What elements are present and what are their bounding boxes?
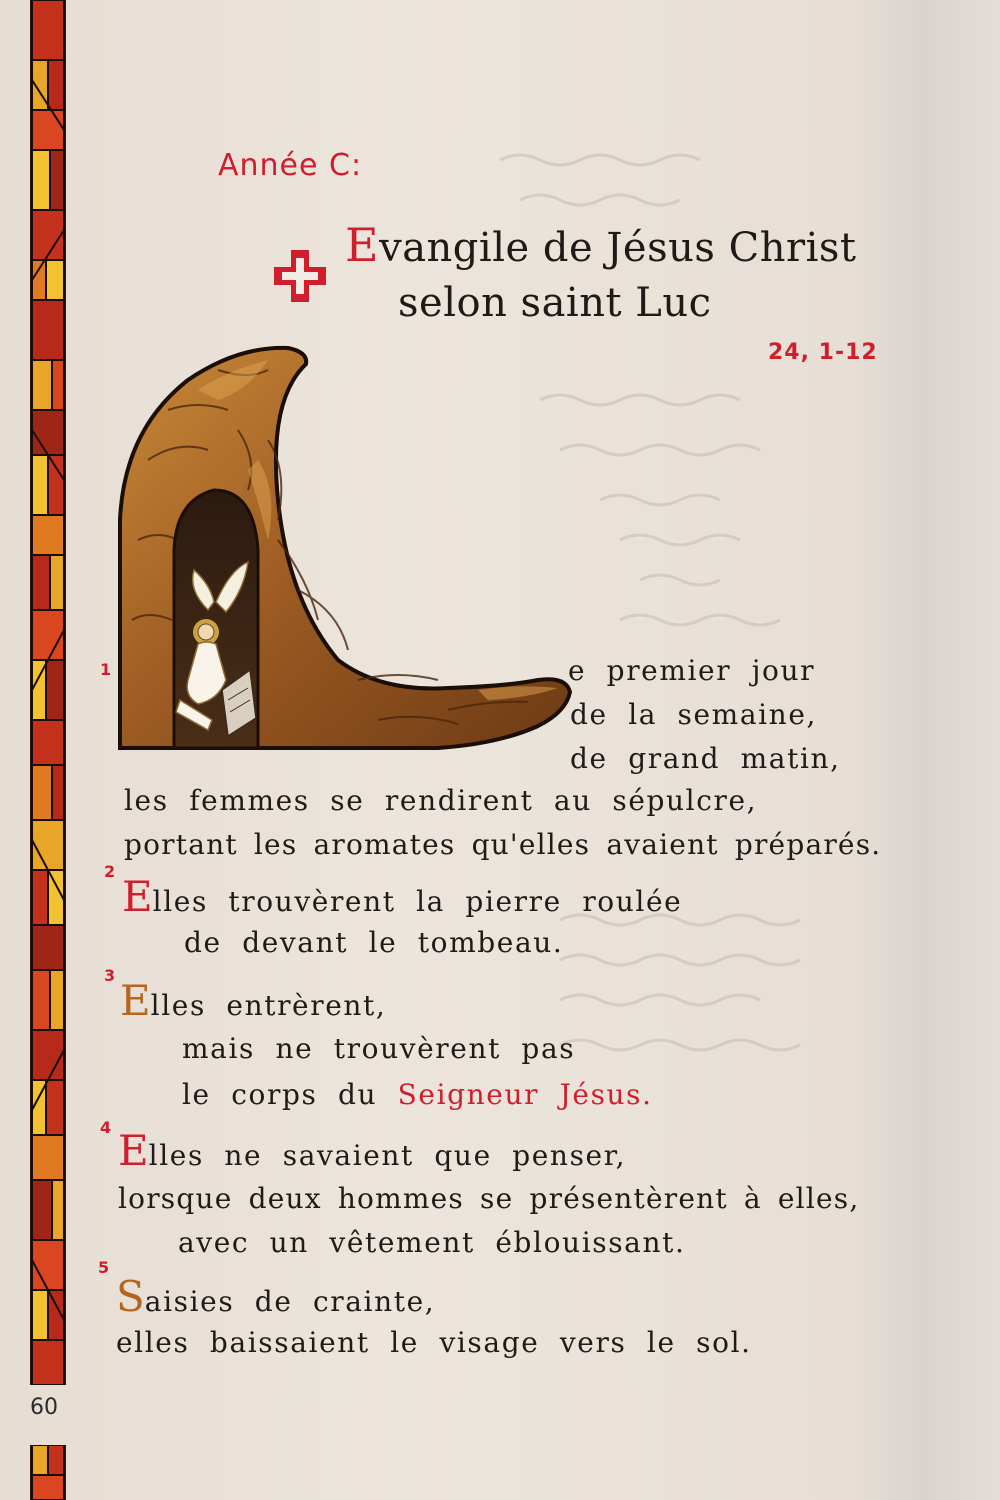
stained-glass-border [30, 0, 66, 1385]
cross-icon [272, 248, 328, 304]
verse-line: lorsque deux hommes se présentèrent à elles, [118, 1182, 860, 1215]
title-line1-text: vangile de Jésus Christ [379, 225, 857, 271]
verse-number: 3 [104, 966, 116, 985]
gospel-title-line1 [345, 218, 857, 272]
verse-initial: E [120, 976, 151, 1025]
verse-number: 1 [100, 660, 112, 679]
verse-line: Elles trouvèrent la pierre roulée [122, 872, 683, 921]
verse-line: Elles ne savaient que penser, [118, 1126, 627, 1175]
verse-line: mais ne trouvèrent pas [182, 1032, 576, 1065]
verse-line: de devant le tombeau. [184, 926, 564, 959]
verse-line: le corps du Seigneur Jésus. [182, 1078, 653, 1111]
verse-line: de grand matin, [570, 742, 841, 775]
verse-line: elles baissaient le visage vers le sol. [116, 1326, 752, 1359]
gospel-title-line2: selon saint Luc [398, 280, 712, 326]
verse-number: 2 [104, 862, 116, 881]
year-label: Année C: [218, 148, 363, 183]
verse-initial: E [122, 872, 153, 921]
verse-line: portant les aromates qu'elles avaient préparés. [124, 828, 882, 861]
verse-line: Saisies de crainte, [116, 1272, 436, 1321]
scripture-reference: 24, 1-12 [768, 340, 878, 365]
title-initial: E [345, 218, 380, 272]
verse-number: 5 [98, 1258, 110, 1277]
verse-number: 4 [100, 1118, 112, 1137]
verse-line: e premier jour [568, 654, 816, 687]
verse-initial: S [116, 1272, 145, 1321]
divine-name: Seigneur Jésus. [397, 1078, 653, 1111]
verse-initial: E [118, 1126, 149, 1175]
verse-line: avec un vêtement éblouissant. [178, 1226, 686, 1259]
stained-glass-border-bottom [30, 1445, 66, 1500]
verse-line: de la semaine, [570, 698, 817, 731]
verse-line: les femmes se rendirent au sépulcre, [124, 784, 758, 817]
illuminated-initial-tomb [118, 340, 578, 752]
page-number: 60 [30, 1395, 58, 1420]
verse-line: Elles entrèrent, [120, 976, 387, 1025]
